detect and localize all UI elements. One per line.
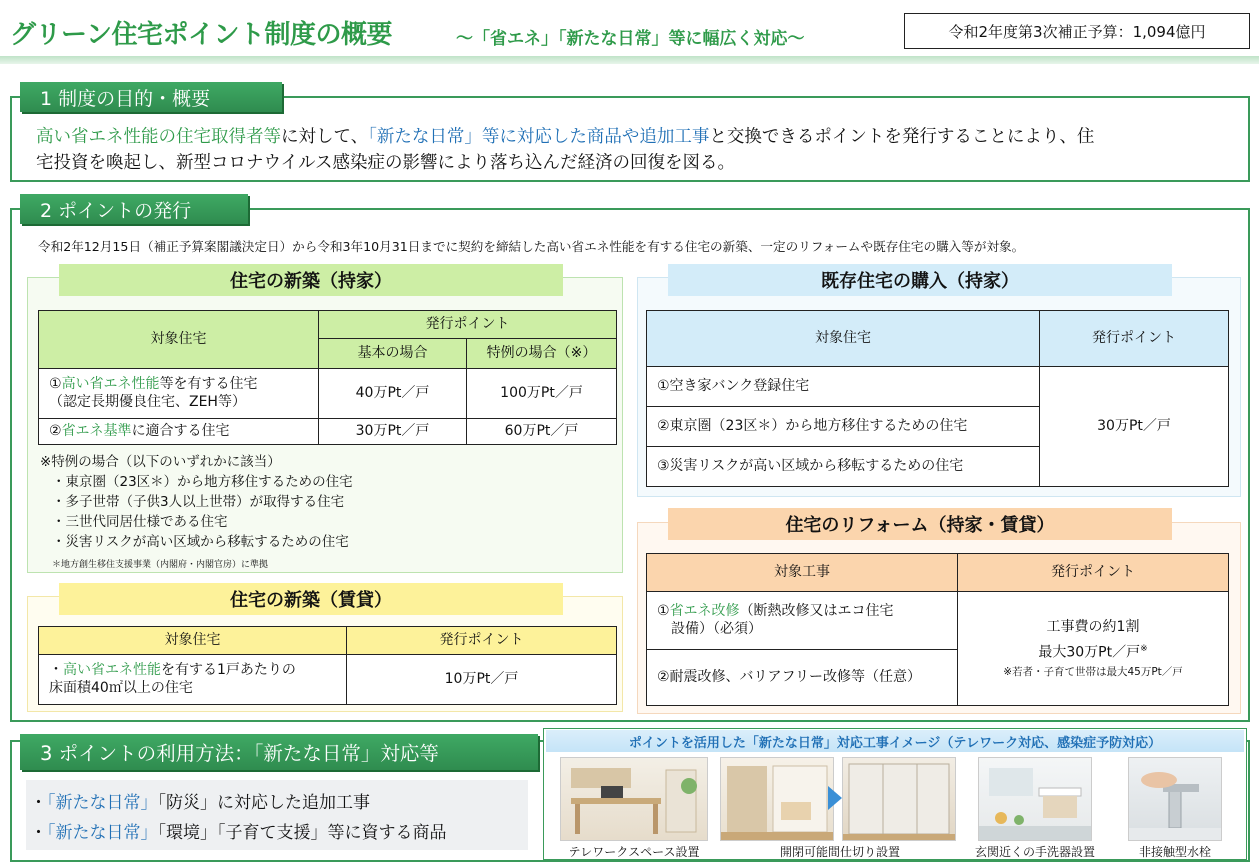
row-marker: ② [49,422,62,439]
note-line: ※特例の場合（以下のいずれかに該当） [40,454,281,470]
new-rental-row1-target [39,655,347,705]
note-line: ・災害リスクが高い区域から移転するための住宅 [52,534,349,550]
page-title: グリーン住宅ポイント制度の概要 [10,20,392,50]
row-subtext: （認定長期優良住宅、ZEH等） [49,393,246,410]
new-owned-row1-target [39,369,319,419]
reform-points-line2 [958,638,1228,664]
note-line: ・東京圏（23区＊）から地方移住するための住宅 [52,474,353,490]
reform-header-work: 対象工事 [647,554,958,592]
partition-open-image [720,757,834,841]
special-case-notes [40,452,353,552]
bullet-text: 等に資する商品 [327,823,447,843]
new-owned-table [38,310,617,445]
purpose-text-1: に対して、 [281,127,369,147]
caption-telework: テレワークスペース設置 [568,845,700,859]
purpose-text-2: と交換できるポイントを発行することにより、住 [709,127,1095,147]
row-subtext: 設備）（必須） [671,620,762,637]
reform-row2-work: ②耐震改修、バリアフリー改修等（任意） [647,650,958,706]
touchless-faucet-image [1128,757,1222,841]
new-owned-row1-basic: 40万Pt／戸 [319,369,467,419]
section-issuance-heading: 2 ポイントの発行 [20,194,248,224]
new-owned-row2-target [39,419,319,445]
caption-washbasin: 玄関近くの手洗器設置 [974,845,1095,859]
new-rental-row1-points: 10万Pt／戸 [347,655,617,705]
new-owned-row2-basic: 30万Pt／戸 [319,419,467,445]
existing-header-target: 対象住宅 [647,311,1040,367]
new-rental-header-points: 発行ポイント [347,627,617,655]
existing-row: ③災害リスクが高い区域から移転するための住宅 [647,447,1040,487]
caption-touchless-faucet: 非接触型水栓 [1138,845,1211,859]
bullet-highlight: 「新たな日常」 [47,823,158,843]
purpose-highlight-1: 高い省エネ性能の住宅取得者等 [36,127,281,147]
reform-header-points: 発行ポイント [958,554,1229,592]
header-divider [0,56,1259,64]
new-owned-header-points: 発行ポイント [319,311,617,339]
row-text: に適合する住宅 [131,422,230,439]
issuance-lead: 令和2年12月15日（補正予算案閣議決定日）から令和3年10月31日までに契約を締結した高い省エネ性能を有する住宅の新築、一定のリフォームや既存住宅の購入等が対象。 [38,239,1025,254]
row-marker: ① [657,603,670,619]
arrow-right-icon [828,786,842,810]
entrance-washbasin-image [978,757,1092,841]
existing-row: ①空き家バンク登録住宅 [647,367,1040,407]
telework-space-image [560,757,708,841]
reform-points-line1: 工事費の約1割 [1046,618,1140,635]
partition-closed-image [842,757,956,841]
image-panel-title: ポイントを活用した「新たな日常」対応工事イメージ（テレワーク対応、感染症予防対応） [546,730,1244,752]
reform-table [646,553,1229,706]
new-rental-table [38,626,617,705]
note-line: ・三世代同居仕様である住宅 [52,514,228,530]
new-owned-header-special: 特例の場合（※） [467,339,617,369]
bullet-text: に対応した追加工事 [217,793,370,813]
new-owned-header-basic: 基本の場合 [319,339,467,369]
row-text: を有する1戸あたりの [161,662,296,678]
footnote: ＊地方創生移住支援事業（内閣府・内閣官房）に準拠 [52,560,269,570]
note-line: ・多子世帯（子供3人以上世帯）が取得する住宅 [52,494,345,510]
row-text: 等を有する住宅 [159,376,258,392]
reform-max: 最大30万Pt／戸 [1038,644,1141,661]
row-marker: ・ [49,662,63,678]
new-owned-row1-special: 100万Pt／戸 [467,369,617,419]
highlight-text: 省エネ改修 [669,603,740,619]
highlight-text: 高い省エネ性能 [63,662,161,678]
new-rental-title: 住宅の新築（賃貸） [59,583,563,615]
highlight-text: 省エネ基準 [61,422,132,439]
section-usage-heading: 3 ポイントの利用方法：「新たな日常」対応等 [20,734,538,770]
caption-partition: 開閉可能間仕切り設置 [779,845,900,859]
new-owned-row2-special: 60万Pt／戸 [467,419,617,445]
usage-bullet-2 [30,818,447,843]
reform-points-note: ※若者・子育て世帯は最大45万Pt／戸 [1003,666,1183,679]
bullet-marker: ・ [30,823,47,843]
bullet-marker: ・ [30,793,47,813]
new-rental-header-target: 対象住宅 [39,627,347,655]
existing-row: ②東京圏（23区＊）から地方移住するための住宅 [647,407,1040,447]
existing-points: 30万Pt／戸 [1040,367,1229,487]
bullet-highlight: 「新たな日常」 [47,793,158,813]
bullet-text: 「子育て支援」 [217,823,328,843]
bullet-text: 「環境」 [157,823,217,843]
new-owned-title: 住宅の新築（持家） [59,264,563,296]
purpose-text-line2: 宅投資を喚起し、新型コロナウイルス感染症の影響により落ち込んだ経済の回復を図る。 [36,153,735,173]
highlight-text: 高い省エネ性能 [61,376,160,392]
bullet-text: 「防災」 [157,793,217,813]
page-subtitle: ～「省エネ」「新たな日常」等に幅広く対応～ [456,29,805,49]
row-marker: ① [49,376,62,392]
section-purpose-heading: 1 制度の目的・概要 [20,82,282,112]
row-subtext: 床面積40㎡以上の住宅 [49,679,193,696]
budget-box: 令和2年度第3次補正予算：1,094億円 [904,13,1250,49]
usage-bullet-1 [30,788,370,813]
existing-title: 既存住宅の購入（持家） [668,264,1172,296]
reform-title: 住宅のリフォーム（持家・賃貸） [668,508,1172,540]
purpose-highlight-2: 「新たな日常」等に対応した商品や追加工事 [368,127,710,147]
existing-table [646,310,1229,487]
existing-header-points: 発行ポイント [1040,311,1229,367]
section-purpose-text [36,124,1094,150]
reform-row1-work [647,592,958,650]
row-text: （断熱改修又はエコ住宅 [739,603,894,619]
new-owned-header-target: 対象住宅 [39,311,319,369]
reform-max-mark: ※ [1140,643,1148,654]
reform-points [958,592,1229,706]
